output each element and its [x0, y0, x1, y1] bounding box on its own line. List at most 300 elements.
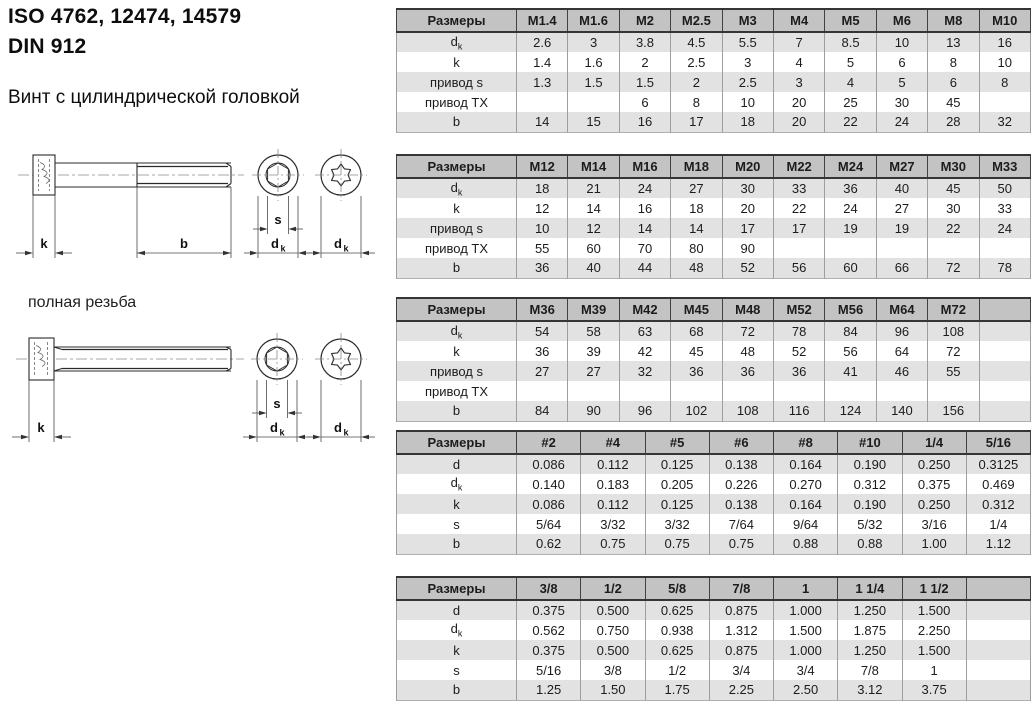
spec-value: 1.00 — [902, 534, 966, 554]
spec-row — [397, 401, 1031, 421]
spec-value: 0.500 — [581, 640, 645, 660]
row-label: $d_k$ — [397, 474, 517, 494]
size-column-header: 1/2 — [581, 577, 645, 600]
spec-row — [397, 514, 1031, 534]
row-label: $d_k$ — [397, 32, 517, 52]
row-label: k — [397, 198, 517, 218]
spec-value: 1/4 — [966, 514, 1030, 534]
spec-value: 0.125 — [645, 494, 709, 514]
spec-value — [928, 381, 979, 401]
spec-row — [397, 341, 1031, 361]
spec-value — [979, 92, 1030, 112]
dim-label-dk: d — [334, 420, 342, 435]
spec-value: 2.250 — [902, 620, 966, 640]
spec-value: 0.875 — [709, 600, 773, 620]
spec-row — [397, 600, 1031, 620]
spec-value: 3.75 — [902, 680, 966, 700]
spec-value — [568, 381, 619, 401]
spec-value: 116 — [773, 401, 824, 421]
spec-row — [397, 640, 1031, 660]
size-column-header: M39 — [568, 298, 619, 321]
spec-value: 14 — [568, 198, 619, 218]
spec-value: 0.312 — [838, 474, 902, 494]
spec-value: 56 — [773, 258, 824, 278]
spec-value: 40 — [876, 178, 927, 198]
spec-value: 14 — [671, 218, 722, 238]
standard-din-line: DIN 912 — [8, 35, 87, 58]
torx-end-view — [315, 333, 367, 385]
spec-value: 15 — [568, 112, 619, 132]
spec-value: 50 — [979, 178, 1030, 198]
spec-value: 108 — [928, 321, 979, 341]
spec-value: 0.250 — [902, 454, 966, 474]
spec-value: 45 — [928, 178, 979, 198]
spec-value: 27 — [568, 361, 619, 381]
spec-value: 1.75 — [645, 680, 709, 700]
spec-value: 1.3 — [517, 72, 568, 92]
spec-value: 0.62 — [517, 534, 581, 554]
spec-value: 0.375 — [517, 640, 581, 660]
size-column-header: 1 1/2 — [902, 577, 966, 600]
spec-value: 25 — [825, 92, 876, 112]
spec-value: 55 — [928, 361, 979, 381]
spec-value: 1.500 — [902, 640, 966, 660]
row-label: s — [397, 660, 517, 680]
row-label: b — [397, 258, 517, 278]
spec-value — [722, 381, 773, 401]
spec-value — [979, 238, 1030, 258]
spec-value: 22 — [928, 218, 979, 238]
spec-value: 1.000 — [774, 640, 838, 660]
spec-value: 1.50 — [581, 680, 645, 700]
spec-value — [517, 381, 568, 401]
spec-value: 1.6 — [568, 52, 619, 72]
size-column-header: M56 — [825, 298, 876, 321]
spec-value: 5 — [876, 72, 927, 92]
spec-value: 0.125 — [645, 454, 709, 474]
spec-value: 33 — [979, 198, 1030, 218]
dim-label-dk: d — [334, 236, 342, 251]
spec-value — [928, 238, 979, 258]
full-thread-label: полная резьба — [28, 294, 137, 311]
spec-value: 36 — [773, 361, 824, 381]
spec-row — [397, 218, 1031, 238]
spec-value: 64 — [876, 341, 927, 361]
spec-value: 0.140 — [517, 474, 581, 494]
dim-label-k: k — [37, 420, 45, 435]
spec-value — [966, 660, 1030, 680]
row-label: $d_k$ — [397, 620, 517, 640]
table-inch-3-8-1-1-2 — [396, 576, 1031, 701]
spec-row — [397, 660, 1031, 680]
spec-value: 0.112 — [581, 494, 645, 514]
spec-value — [773, 381, 824, 401]
spec-value: 80 — [671, 238, 722, 258]
spec-value: 72 — [722, 321, 773, 341]
spec-value: 52 — [773, 341, 824, 361]
spec-value: 2.6 — [517, 32, 568, 52]
spec-value: 2 — [619, 52, 670, 72]
size-column-header: M18 — [671, 155, 722, 178]
spec-value: 54 — [517, 321, 568, 341]
spec-value: 0.625 — [645, 600, 709, 620]
row-label: k — [397, 341, 517, 361]
spec-value: 24 — [619, 178, 670, 198]
size-column-header: 7/8 — [709, 577, 773, 600]
hex-socket-end-view — [251, 333, 303, 385]
dimension-arrowheads — [25, 227, 369, 255]
spec-value: 55 — [517, 238, 568, 258]
size-column-header: M1.4 — [517, 9, 568, 32]
spec-value: 2.5 — [671, 52, 722, 72]
spec-value: 0.270 — [774, 474, 838, 494]
dimension-arrowheads — [21, 411, 369, 439]
row-label: привод s — [397, 72, 517, 92]
size-column-header: M45 — [671, 298, 722, 321]
spec-value: 20 — [722, 198, 773, 218]
spec-value: 1.4 — [517, 52, 568, 72]
spec-value: 3/32 — [645, 514, 709, 534]
spec-value: 12 — [517, 198, 568, 218]
size-column-header: M22 — [773, 155, 824, 178]
spec-row — [397, 198, 1031, 218]
spec-value: 1.312 — [709, 620, 773, 640]
size-column-header: M36 — [517, 298, 568, 321]
spec-value: 102 — [671, 401, 722, 421]
spec-value: 9/64 — [774, 514, 838, 534]
spec-value: 90 — [568, 401, 619, 421]
size-column-header: M5 — [825, 9, 876, 32]
spec-value: 24 — [876, 112, 927, 132]
size-column-header: M14 — [568, 155, 619, 178]
spec-value: 28 — [928, 112, 979, 132]
spec-value: 3/4 — [774, 660, 838, 680]
spec-value: 3/8 — [581, 660, 645, 680]
size-column-header: M10 — [979, 9, 1030, 32]
row-label: привод TX — [397, 381, 517, 401]
spec-value: 32 — [619, 361, 670, 381]
spec-value: 41 — [825, 361, 876, 381]
spec-row — [397, 381, 1031, 401]
spec-value: 1.250 — [838, 640, 902, 660]
hex-socket-end-view — [252, 149, 304, 201]
spec-value: 32 — [979, 112, 1030, 132]
spec-value: 156 — [928, 401, 979, 421]
size-column-header: M27 — [876, 155, 927, 178]
spec-value: 8 — [928, 52, 979, 72]
spec-value: 36 — [825, 178, 876, 198]
row-label: b — [397, 112, 517, 132]
dim-label-dk-sub: k — [343, 243, 349, 254]
spec-value: 5/64 — [517, 514, 581, 534]
spec-row — [397, 494, 1031, 514]
spec-value: 72 — [928, 258, 979, 278]
spec-value: 4.5 — [671, 32, 722, 52]
spec-value: 30 — [928, 198, 979, 218]
spec-value: 19 — [876, 218, 927, 238]
spec-value — [517, 92, 568, 112]
spec-value: 0.469 — [966, 474, 1030, 494]
spec-row — [397, 258, 1031, 278]
size-column-header: 1 — [774, 577, 838, 600]
size-column-header: 1 1/4 — [838, 577, 902, 600]
spec-value: 17 — [722, 218, 773, 238]
size-column-header — [966, 577, 1030, 600]
spec-value: 0.138 — [709, 494, 773, 514]
torx-end-view — [315, 149, 367, 201]
row-label: k — [397, 640, 517, 660]
spec-value: 18 — [722, 112, 773, 132]
spec-value: 0.375 — [902, 474, 966, 494]
spec-value: 0.75 — [645, 534, 709, 554]
spec-value: 0.375 — [517, 600, 581, 620]
size-column-header: #6 — [709, 431, 773, 454]
spec-value: 96 — [619, 401, 670, 421]
dim-label-k: k — [40, 236, 48, 251]
spec-value: 78 — [773, 321, 824, 341]
spec-value: 1.000 — [774, 600, 838, 620]
spec-value: 0.164 — [774, 454, 838, 474]
size-column-header: M16 — [619, 155, 670, 178]
spec-value: 3.12 — [838, 680, 902, 700]
spec-value: 5 — [825, 52, 876, 72]
spec-row — [397, 534, 1031, 554]
spec-value: 20 — [773, 92, 824, 112]
spec-value — [966, 680, 1030, 700]
spec-row — [397, 321, 1031, 341]
spec-value: 27 — [517, 361, 568, 381]
spec-value: 0.190 — [838, 454, 902, 474]
dim-label-dk-sub: k — [280, 243, 286, 254]
spec-value: 1.500 — [774, 620, 838, 640]
spec-value — [825, 238, 876, 258]
spec-value — [876, 381, 927, 401]
size-column-header — [979, 298, 1030, 321]
screw-partial-thread-drawing — [4, 146, 389, 271]
table-inch-no2-5-16 — [396, 430, 1031, 555]
spec-value: 1.500 — [902, 600, 966, 620]
dim-label-b: b — [180, 236, 188, 251]
dimension-lines — [12, 380, 375, 442]
spec-value: 2.50 — [774, 680, 838, 700]
spec-value: 72 — [928, 341, 979, 361]
spec-value: 0.183 — [581, 474, 645, 494]
spec-value: 30 — [722, 178, 773, 198]
spec-value: 0.500 — [581, 600, 645, 620]
spec-value: 4 — [773, 52, 824, 72]
sizes-header-cell: Размеры — [397, 155, 517, 178]
screw-head — [33, 155, 55, 195]
spec-value: 0.312 — [966, 494, 1030, 514]
size-column-header: #10 — [838, 431, 902, 454]
spec-value: 44 — [619, 258, 670, 278]
spec-value: 17 — [773, 218, 824, 238]
spec-value: 7/64 — [709, 514, 773, 534]
size-column-header: M52 — [773, 298, 824, 321]
spec-value: 0.3125 — [966, 454, 1030, 474]
spec-value: 56 — [825, 341, 876, 361]
spec-value — [619, 381, 670, 401]
spec-value: 84 — [825, 321, 876, 341]
spec-value: 0.88 — [838, 534, 902, 554]
size-column-header: M12 — [517, 155, 568, 178]
spec-value: 19 — [825, 218, 876, 238]
header-row — [397, 9, 1031, 32]
spec-value: 1.5 — [619, 72, 670, 92]
spec-value — [966, 600, 1030, 620]
spec-value: 6 — [928, 72, 979, 92]
spec-row — [397, 238, 1031, 258]
spec-value: 12 — [568, 218, 619, 238]
spec-value — [979, 401, 1030, 421]
spec-row — [397, 32, 1031, 52]
spec-value: 2.25 — [709, 680, 773, 700]
spec-value: 1.25 — [517, 680, 581, 700]
sizes-header-cell: Размеры — [397, 431, 517, 454]
spec-value: 2.5 — [722, 72, 773, 92]
product-subtitle: Винт с цилиндрической головкой — [8, 87, 300, 108]
spec-value: 8 — [979, 72, 1030, 92]
spec-value: 0.562 — [517, 620, 581, 640]
spec-value: 0.88 — [774, 534, 838, 554]
row-label: привод TX — [397, 238, 517, 258]
spec-value: 5/16 — [517, 660, 581, 680]
spec-value: 36 — [517, 341, 568, 361]
size-column-header: M1.6 — [568, 9, 619, 32]
sizes-header-cell: Размеры — [397, 298, 517, 321]
size-column-header: M4 — [773, 9, 824, 32]
spec-row — [397, 454, 1031, 474]
spec-value — [979, 361, 1030, 381]
spec-value: 60 — [568, 238, 619, 258]
spec-value — [568, 92, 619, 112]
spec-row — [397, 72, 1031, 92]
spec-value — [966, 640, 1030, 660]
table-metric-m12-m33 — [396, 154, 1031, 279]
size-column-header: M72 — [928, 298, 979, 321]
row-label: k — [397, 52, 517, 72]
dim-label-s: s — [273, 396, 281, 411]
spec-value: 16 — [979, 32, 1030, 52]
dim-label-dk: d — [271, 236, 279, 251]
spec-value: 52 — [722, 258, 773, 278]
spec-value: 0.875 — [709, 640, 773, 660]
spec-value: 3.8 — [619, 32, 670, 52]
size-column-header: M48 — [722, 298, 773, 321]
row-label: привод s — [397, 218, 517, 238]
spec-value: 0.190 — [838, 494, 902, 514]
spec-value: 68 — [671, 321, 722, 341]
spec-value: 1.5 — [568, 72, 619, 92]
page-title — [8, 2, 241, 62]
size-column-header: M8 — [928, 9, 979, 32]
row-label: b — [397, 534, 517, 554]
spec-value: 14 — [619, 218, 670, 238]
spec-value: 90 — [722, 238, 773, 258]
spec-value: 27 — [671, 178, 722, 198]
spec-value: 16 — [619, 112, 670, 132]
size-column-header: 5/8 — [645, 577, 709, 600]
spec-value: 0.138 — [709, 454, 773, 474]
row-label: привод TX — [397, 92, 517, 112]
spec-value: 13 — [928, 32, 979, 52]
size-column-header: M2.5 — [671, 9, 722, 32]
spec-value: 48 — [722, 341, 773, 361]
row-label: привод s — [397, 361, 517, 381]
spec-value: 36 — [671, 361, 722, 381]
header-row — [397, 298, 1031, 321]
spec-value: 0.750 — [581, 620, 645, 640]
spec-value: 2 — [671, 72, 722, 92]
header-row — [397, 431, 1031, 454]
spec-value: 7/8 — [838, 660, 902, 680]
spec-value: 1 — [902, 660, 966, 680]
row-label: b — [397, 680, 517, 700]
spec-value: 5.5 — [722, 32, 773, 52]
size-column-header: #2 — [517, 431, 581, 454]
spec-row — [397, 52, 1031, 72]
spec-value: 3/4 — [709, 660, 773, 680]
size-column-header: #4 — [581, 431, 645, 454]
spec-value — [773, 238, 824, 258]
row-label: $d_k$ — [397, 178, 517, 198]
spec-row — [397, 474, 1031, 494]
spec-value: 24 — [825, 198, 876, 218]
size-column-header: #5 — [645, 431, 709, 454]
spec-row — [397, 92, 1031, 112]
spec-value: 78 — [979, 258, 1030, 278]
spec-value: 33 — [773, 178, 824, 198]
spec-value — [966, 620, 1030, 640]
spec-value: 1/2 — [645, 660, 709, 680]
spec-row — [397, 361, 1031, 381]
spec-value: 5/32 — [838, 514, 902, 534]
spec-value: 63 — [619, 321, 670, 341]
spec-value: 36 — [517, 258, 568, 278]
spec-value: 10 — [722, 92, 773, 112]
spec-value: 58 — [568, 321, 619, 341]
size-column-header: M20 — [722, 155, 773, 178]
spec-value: 60 — [825, 258, 876, 278]
spec-value: 16 — [619, 198, 670, 218]
spec-value: 1.250 — [838, 600, 902, 620]
spec-value: 10 — [979, 52, 1030, 72]
spec-row — [397, 620, 1031, 640]
spec-row — [397, 178, 1031, 198]
spec-value — [979, 321, 1030, 341]
size-column-header: M6 — [876, 9, 927, 32]
spec-value: 8 — [671, 92, 722, 112]
spec-value: 0.086 — [517, 494, 581, 514]
size-column-header: M64 — [876, 298, 927, 321]
table-metric-m1.4-m10 — [396, 8, 1031, 133]
standard-iso-line: ISO 4762, 12474, 14579 — [8, 5, 242, 28]
spec-value: 14 — [517, 112, 568, 132]
spec-value: 1.12 — [966, 534, 1030, 554]
spec-row — [397, 680, 1031, 700]
spec-value: 22 — [825, 112, 876, 132]
size-column-header: M2 — [619, 9, 670, 32]
dim-label-dk-sub: k — [279, 427, 285, 438]
spec-row — [397, 112, 1031, 132]
spec-value: 20 — [773, 112, 824, 132]
spec-value: 3 — [773, 72, 824, 92]
spec-value: 0.938 — [645, 620, 709, 640]
spec-value: 70 — [619, 238, 670, 258]
spec-value — [671, 381, 722, 401]
spec-value: 96 — [876, 321, 927, 341]
size-column-header: M42 — [619, 298, 670, 321]
